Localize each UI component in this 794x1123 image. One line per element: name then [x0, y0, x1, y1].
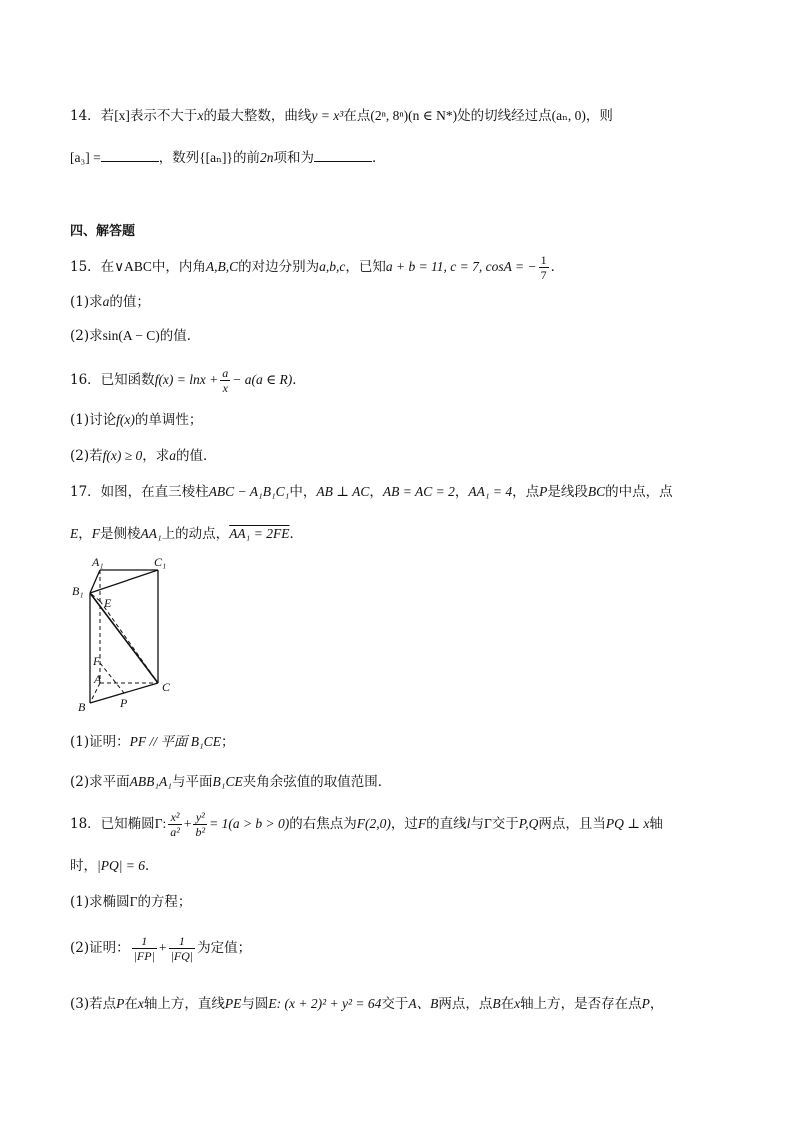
text: 的方程； [137, 894, 192, 910]
math-gamma: Γ: [154, 816, 167, 831]
text: ． [289, 526, 303, 542]
math-op: + [183, 816, 192, 831]
text: 的对边分别为 [238, 259, 320, 275]
answer-blank[interactable] [314, 149, 372, 162]
math-vector: AA₁ = 2FE [229, 526, 290, 541]
text: 16．已知函数 [70, 372, 155, 388]
numerator: 1 [540, 253, 547, 267]
text: 处的切线经过点 [457, 108, 552, 124]
math-var: x [514, 996, 521, 1011]
denominator: b² [195, 825, 206, 839]
text: 交于 [381, 996, 409, 1012]
q18-stem-1 [70, 810, 663, 839]
math-seq: {[aₙ]} [199, 150, 233, 165]
math-condition: a + b = 11, c = 7, cosA = − [385, 259, 537, 274]
text: 的直线 [426, 816, 467, 832]
label-p: P [120, 696, 128, 710]
q17-stem-1 [70, 482, 673, 502]
math-function: f(x) = lnx + [154, 372, 219, 387]
math-line: PE [224, 996, 242, 1011]
math-function: f(x) [116, 412, 135, 427]
math-prism: ABC − A₁B₁C₁ [208, 484, 290, 499]
text: ， [454, 484, 469, 500]
text: 轴 [649, 816, 663, 832]
math-expr: PF // 平面 B₁CE [129, 734, 221, 749]
label-a: A [94, 672, 102, 686]
text: 的最大整数，曲线 [203, 108, 312, 124]
text: ， [78, 526, 92, 542]
math-gamma: Γ [129, 894, 138, 909]
math-var: l [466, 816, 471, 831]
text: ，点 [512, 484, 540, 500]
q15-stem [70, 253, 564, 282]
label-c1: C₁ [154, 555, 167, 569]
text: 的前 [232, 150, 260, 166]
math-var: B [492, 996, 501, 1011]
text: ． [371, 150, 386, 166]
q16-part-1 [70, 410, 202, 430]
text: ． [550, 259, 565, 275]
math-op: + [158, 940, 167, 955]
text: 17．如图，在直三棱柱 [70, 484, 209, 500]
denominator: a² [170, 825, 180, 839]
segment-e-c [100, 601, 158, 683]
denominator: 7 [540, 268, 547, 282]
text: (2)求平面 [70, 774, 130, 790]
math-expr: sin(A − C) [102, 328, 160, 343]
math-point: (2ⁿ, 8ⁿ) [370, 108, 409, 123]
text: 轴上方，直线 [143, 996, 225, 1012]
text: 是侧棱 [100, 526, 141, 542]
numerator: 1 [132, 934, 157, 949]
text: 时， [70, 858, 97, 874]
text: ． [145, 858, 159, 874]
q18-part-3 [70, 994, 663, 1014]
math-a3: [a₃] = [70, 150, 101, 165]
text: ，则 [585, 108, 613, 124]
label-a1: A₁ [92, 555, 104, 569]
text: 14．若 [70, 108, 115, 124]
fraction [220, 366, 230, 395]
q14-line-2 [70, 148, 385, 168]
text: 的值． [176, 448, 217, 464]
math-condition: AB ⊥ AC [316, 484, 370, 499]
math-floor-x: [x] [114, 108, 130, 123]
math-var: E [70, 526, 79, 541]
math-var: F [91, 526, 100, 541]
q18-part-2 [70, 934, 251, 963]
text: 夹角余弦值的取值范围． [242, 774, 392, 790]
math-var: P [539, 484, 548, 499]
text: 两点，且当 [538, 816, 606, 832]
q17-part-1 [70, 732, 234, 752]
math-circle: E: (x + 2)² + y² = 64 [268, 996, 382, 1011]
math-condition: (n ∈ N*) [408, 108, 458, 123]
text: ． [292, 372, 306, 388]
numerator: 1 [169, 934, 196, 949]
text: 在 [124, 996, 138, 1012]
math-var: F [417, 816, 427, 831]
text: 的单调性； [134, 412, 203, 428]
text: (1)证明： [70, 734, 130, 750]
text: ， [649, 996, 664, 1012]
math-condition: AA₁ = 4 [468, 484, 513, 499]
text: 的右焦点为 [289, 816, 357, 832]
math-condition: PQ ⊥ x [605, 816, 650, 831]
denominator: |FP| [133, 949, 155, 963]
label-b: B [78, 700, 86, 714]
text: 的值． [159, 328, 201, 344]
fraction [132, 934, 157, 963]
text: 项和为 [273, 150, 314, 166]
label-f: F [93, 654, 101, 668]
math-segment: BC [587, 484, 606, 499]
text: ， [369, 484, 383, 500]
q17-part-2 [70, 772, 391, 792]
text: (1)讨论 [70, 412, 117, 428]
text: 在 [500, 996, 515, 1012]
math-length: |PQ| = 6 [97, 858, 146, 873]
label-e: E [104, 596, 112, 610]
text: 中，内角 [151, 259, 206, 275]
text: 表示不大于 [129, 108, 198, 124]
fraction [539, 253, 549, 282]
text: ，已知 [345, 259, 386, 275]
q17-stem-2 [70, 524, 303, 544]
text: ； [220, 734, 235, 750]
segment-f-p [100, 663, 124, 693]
numerator: a [222, 366, 229, 380]
math-triangle: ∨ABC [114, 259, 152, 274]
text: (2)若 [70, 448, 103, 464]
text: ，求 [142, 448, 170, 464]
text: 为定值； [197, 940, 252, 956]
text: 是线段 [547, 484, 588, 500]
math-var: a [169, 448, 177, 463]
text: (3)若点 [70, 996, 117, 1012]
prism-figure [70, 555, 190, 715]
denominator: |FQ| [170, 949, 194, 963]
text: (2)证明： [70, 940, 130, 956]
text: 在点 [343, 108, 371, 124]
text: 的中点，点 [605, 484, 673, 500]
text: (1)求 [70, 294, 103, 310]
q18-stem-2 [70, 856, 159, 876]
q14-line-1 [70, 106, 613, 126]
text: (1)求椭圆 [70, 894, 130, 910]
fraction [193, 810, 207, 839]
math-function: − a(a ∈ R) [232, 372, 293, 387]
text: ，数列 [158, 150, 200, 166]
fraction [169, 934, 196, 963]
text: 与圆 [241, 996, 269, 1012]
math-var: a [102, 294, 110, 309]
math-point: (aₙ, 0) [551, 108, 586, 123]
text: 的值； [109, 294, 150, 310]
math-points: P,Q [518, 816, 539, 831]
text: ，过 [390, 816, 418, 832]
math-gamma: Γ [483, 816, 492, 831]
q16-part-2 [70, 446, 217, 466]
label-b1: B₁ [72, 584, 84, 598]
numerator: y² [193, 810, 207, 825]
math-var: P [116, 996, 125, 1011]
math-segment: AA₁ [140, 526, 162, 541]
denominator: x [222, 381, 228, 395]
math-sides: a,b,c [319, 259, 346, 274]
math-condition: f(x) ≥ 0 [102, 448, 143, 463]
q18-part-1 [70, 892, 191, 912]
math-point: F(2,0) [356, 816, 391, 831]
text: 18．已知椭圆 [70, 816, 155, 832]
math-var: x [197, 108, 204, 123]
math-2n: 2n [259, 150, 274, 165]
math-curve: y = x³ [311, 108, 344, 123]
text: 中， [289, 484, 317, 500]
q16-stem [70, 366, 306, 395]
math-condition: AB = AC = 2 [382, 484, 455, 499]
text: 上的动点， [161, 526, 230, 542]
text: (2)求 [70, 328, 103, 344]
math-var: P [641, 996, 650, 1011]
text: 与 [470, 816, 484, 832]
math-angles: A,B,C [205, 259, 239, 274]
text: 两点，点 [438, 996, 493, 1012]
math-points: A、B [408, 996, 439, 1011]
math-plane: B₁CE [212, 774, 243, 789]
math-var: x [137, 996, 144, 1011]
q15-part-2 [70, 326, 200, 346]
math-equation: = 1(a > b > 0) [209, 816, 290, 831]
text: 轴上方，是否存在点 [520, 996, 642, 1012]
fraction [168, 810, 182, 839]
section-title: 四、解答题 [70, 224, 136, 239]
answer-blank[interactable] [101, 149, 159, 162]
text: 15．在 [70, 259, 115, 275]
numerator: x² [168, 810, 182, 825]
q15-part-1 [70, 292, 150, 312]
text: 与平面 [172, 774, 213, 790]
text: 交于 [491, 816, 519, 832]
math-plane: ABB₁A₁ [129, 774, 172, 789]
label-c: C [162, 680, 171, 694]
